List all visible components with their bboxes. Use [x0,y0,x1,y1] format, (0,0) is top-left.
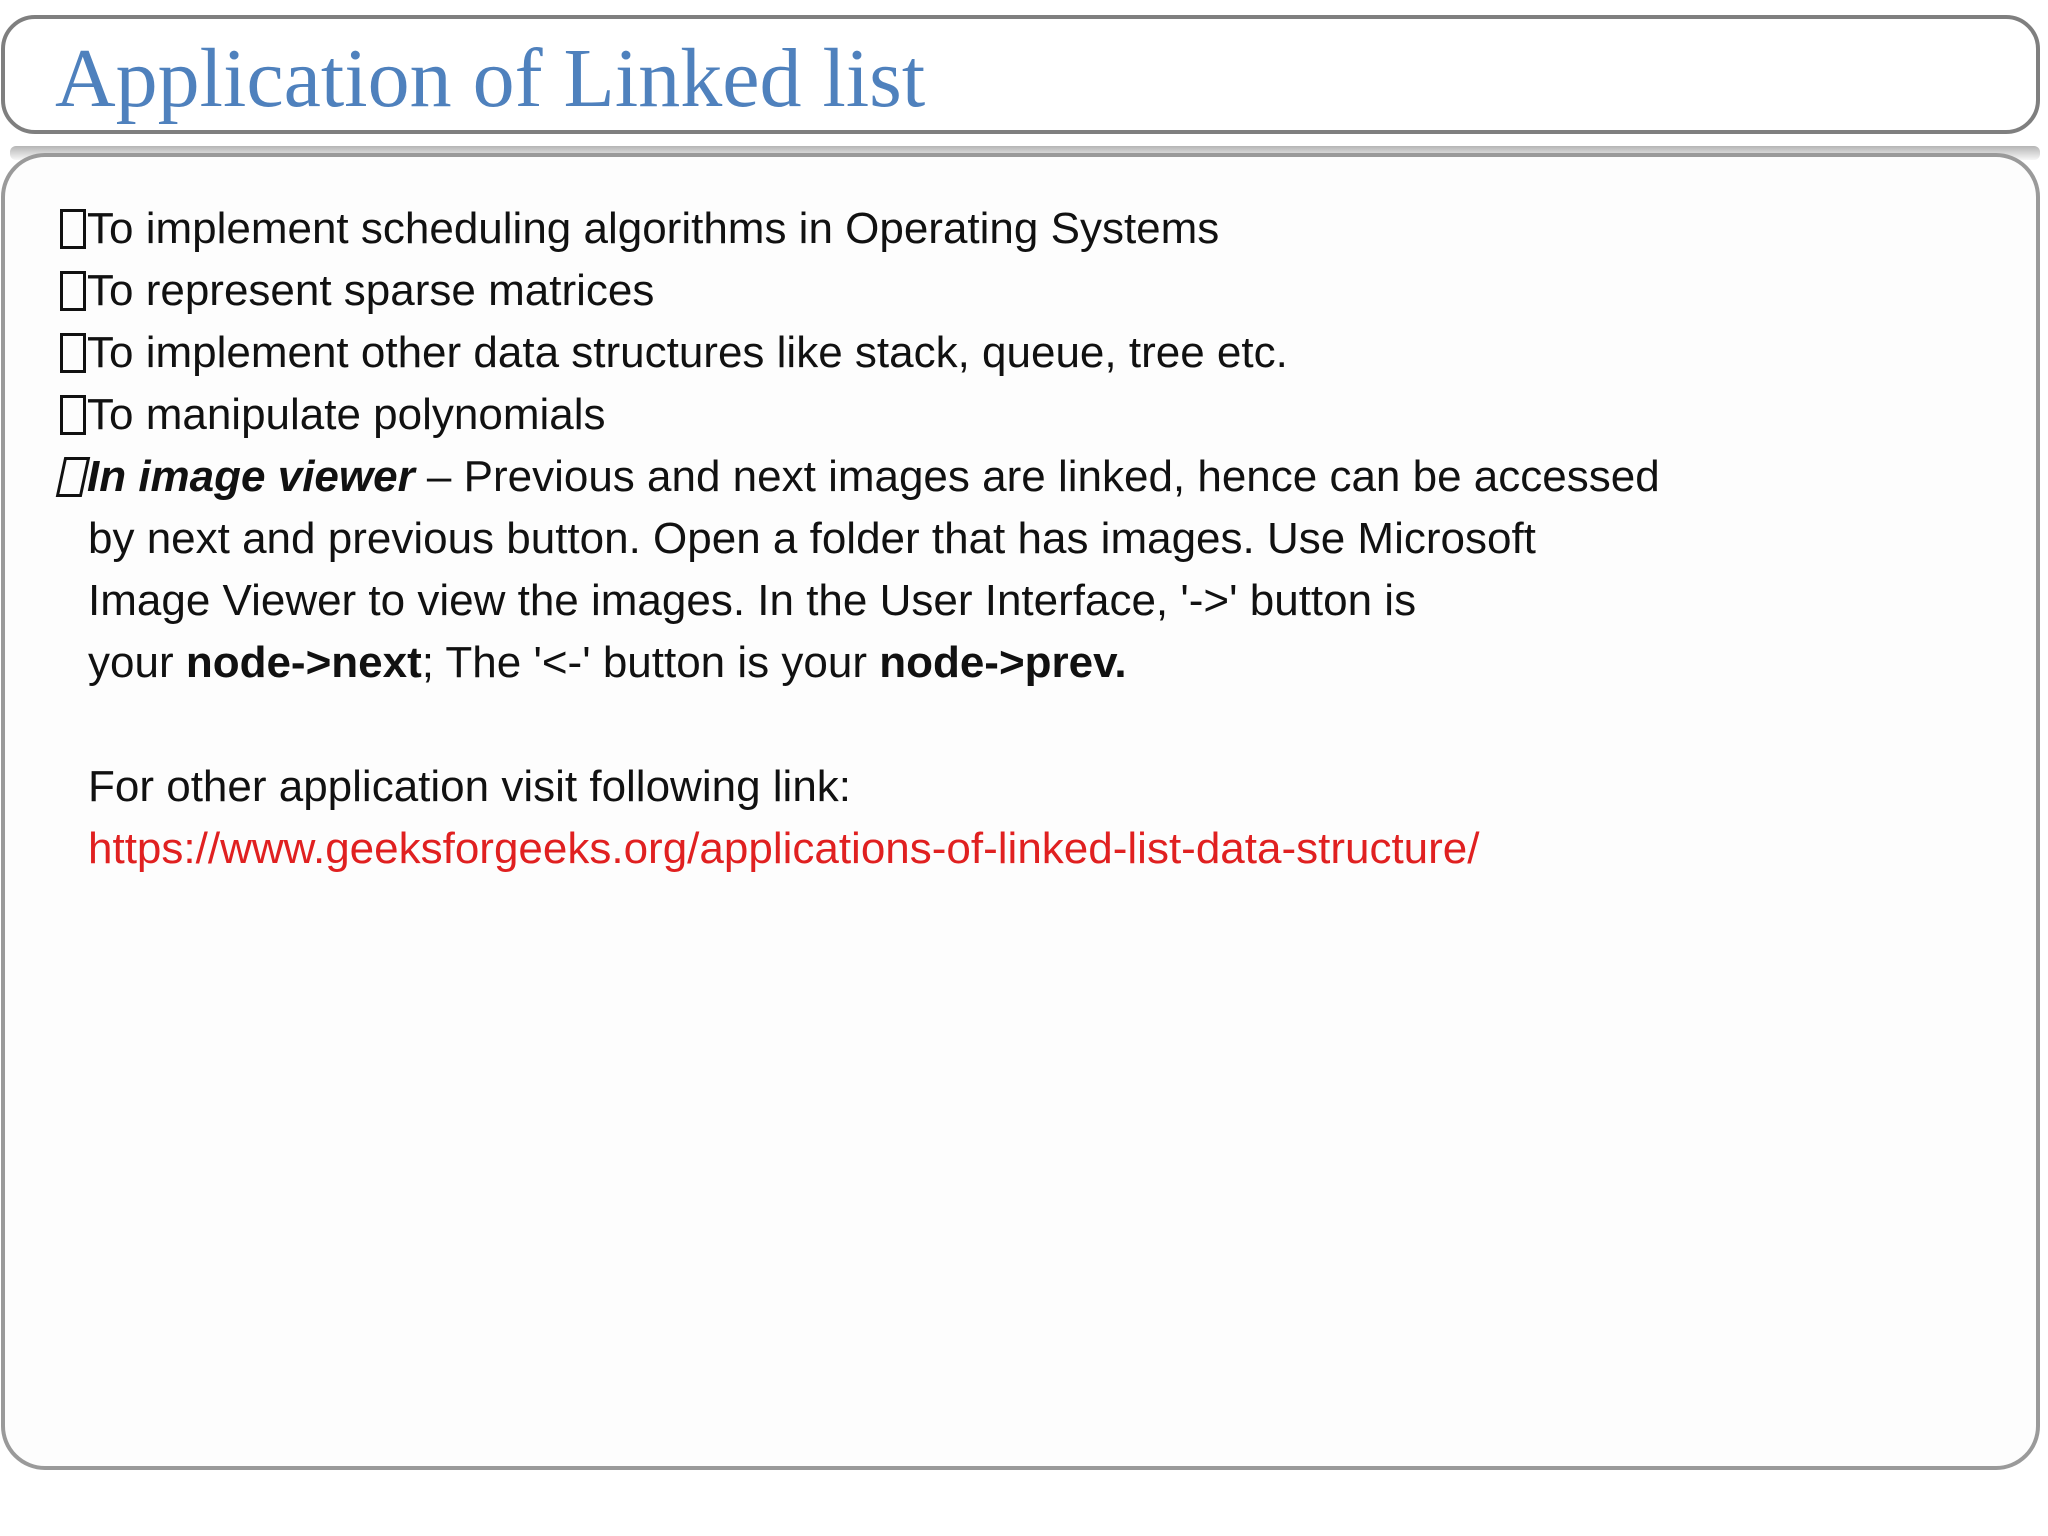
missing-glyph-bullet-icon [60,395,86,435]
image-viewer-item [60,446,1960,508]
other-application-label: For other application visit following link: [88,762,852,811]
bullet-text: To implement other data structures like stack, queue, tree etc. [87,328,1288,377]
missing-glyph-bullet-icon [60,209,86,249]
node-next-text: node->next [185,638,422,687]
node-prev-text: node->prev. [879,638,1127,687]
text-segment: ; The '<-' button is your [421,638,880,687]
image-viewer-line: by next and previous button. Open a folder that has images. Use Microsoft [88,514,1536,563]
spacer [60,694,1960,756]
slide-content [60,198,1960,880]
bullet-text: To represent sparse matrices [87,266,655,315]
bullet-text: To implement scheduling algorithms in Operating Systems [87,204,1220,253]
missing-glyph-bullet-icon [56,457,91,497]
missing-glyph-bullet-icon [60,271,86,311]
bullet-item [60,384,1960,446]
link-line [60,818,1960,880]
image-viewer-line [60,632,1960,694]
bullet-item [60,198,1960,260]
bullet-item [60,322,1960,384]
image-viewer-heading: In image viewer [87,452,415,501]
missing-glyph-bullet-icon [60,333,86,373]
slide-title: Application of Linked list [55,32,926,125]
geeksforgeeks-link[interactable]: https://www.geeksforgeeks.org/applications-of-linked-list-data-structure/ [88,824,1480,873]
image-viewer-line: Image Viewer to view the images. In the User Interface, '->' button is [88,576,1417,625]
image-viewer-text: – Previous and next images are linked, hence can be accessed [414,452,1660,501]
bullet-text: To manipulate polynomials [87,390,606,439]
bullet-item [60,260,1960,322]
text-segment: your [88,638,186,687]
